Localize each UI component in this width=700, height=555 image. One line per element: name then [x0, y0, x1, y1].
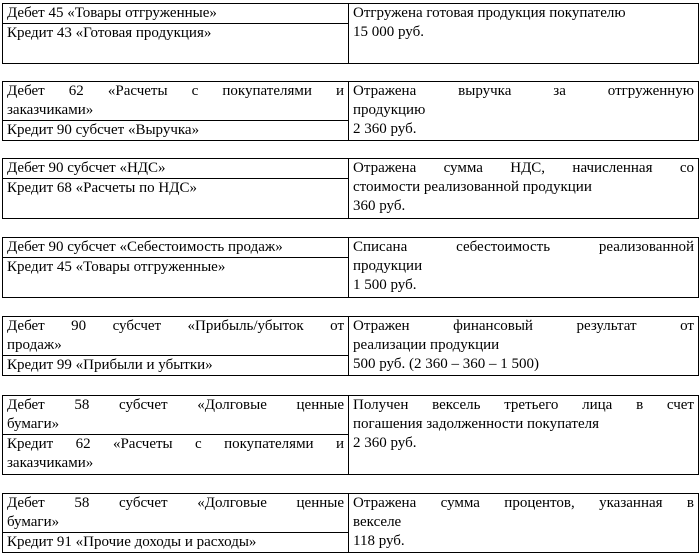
description-line: Отражена выручка за отгруженную: [353, 83, 694, 99]
credit-cell: [3, 121, 349, 141]
debit-line: Дебет 90 субсчет «Себестоимость продаж»: [7, 239, 283, 255]
description-cell: [349, 4, 699, 64]
credit-cell: [3, 356, 349, 376]
debit-line: Дебет 62 «Расчеты с покупателями и: [7, 83, 344, 99]
credit-line: Кредит 43 «Готовая продукция»: [7, 25, 212, 41]
journal-entry: [2, 158, 699, 219]
credit-line: заказчиками»: [7, 455, 94, 471]
credit-cell: [3, 258, 349, 298]
description-cell: [349, 494, 699, 553]
debit-line: Дебет 58 субсчет «Долговые ценные: [7, 397, 344, 413]
description-line: Отражен финансовый результат от: [353, 318, 694, 334]
credit-cell: [3, 179, 349, 219]
credit-cell: [3, 435, 349, 475]
description-line: Отгружена готовая продукция покупателю: [353, 5, 626, 21]
credit-line: Кредит 45 «Товары отгруженные»: [7, 259, 226, 275]
journal-entry: [2, 395, 699, 475]
debit-cell: [3, 238, 349, 258]
credit-line: Кредит 90 субсчет «Выручка»: [7, 122, 200, 138]
journal-entry: [2, 493, 699, 553]
debit-line: бумаги»: [7, 416, 60, 432]
journal-entry: [2, 3, 699, 64]
description-line: векселе: [353, 514, 402, 530]
amount: 1 500 руб.: [353, 277, 417, 293]
description-line: стоимости реализованной продукции: [353, 179, 592, 195]
amount: 360 руб.: [353, 198, 406, 214]
description-cell: [349, 238, 699, 298]
credit-line: Кредит 62 «Расчеты с покупателями и: [7, 436, 344, 452]
debit-cell: [3, 317, 349, 356]
amount: 2 360 руб.: [353, 435, 417, 451]
debit-cell: [3, 82, 349, 121]
credit-line: Кредит 91 «Прочие доходы и расходы»: [7, 534, 257, 550]
credit-line: Кредит 99 «Прибыли и убытки»: [7, 357, 213, 373]
journal-entry: [2, 237, 699, 298]
description-cell: [349, 396, 699, 475]
description-line: Отражена сумма НДС, начисленная со: [353, 160, 694, 176]
description-line: Получен вексель третьего лица в счет: [353, 397, 694, 413]
debit-line: Дебет 58 субсчет «Долговые ценные: [7, 495, 344, 511]
credit-line: Кредит 68 «Расчеты по НДС»: [7, 180, 197, 196]
amount: 15 000 руб.: [353, 24, 424, 40]
amount: 118 руб.: [353, 533, 405, 549]
debit-line: Дебет 45 «Товары отгруженные»: [7, 5, 217, 21]
description-line: продукцию: [353, 102, 426, 118]
amount: 2 360 руб.: [353, 121, 417, 137]
credit-cell: [3, 533, 349, 553]
description-line: Списана себестоимость реализованной: [353, 239, 694, 255]
amount: 500 руб. (2 360 – 360 – 1 500): [353, 356, 539, 372]
debit-cell: [3, 4, 349, 24]
debit-cell: [3, 494, 349, 533]
debit-line: продаж»: [7, 337, 62, 353]
description-line: продукции: [353, 258, 423, 274]
debit-cell: [3, 159, 349, 179]
description-line: погашения задолженности покупателя: [353, 416, 599, 432]
journal-entry: [2, 316, 699, 376]
description-line: Отражена сумма процентов, указанная в: [353, 495, 694, 511]
credit-cell: [3, 24, 349, 64]
debit-cell: [3, 396, 349, 435]
journal-entry: [2, 81, 699, 141]
description-cell: [349, 159, 699, 219]
debit-line: заказчиками»: [7, 102, 94, 118]
description-cell: [349, 317, 699, 376]
description-line: реализации продукции: [353, 337, 500, 353]
debit-line: Дебет 90 субсчет «Прибыль/убыток от: [7, 318, 344, 334]
description-cell: [349, 82, 699, 141]
debit-line: бумаги»: [7, 514, 60, 530]
debit-line: Дебет 90 субсчет «НДС»: [7, 160, 166, 176]
